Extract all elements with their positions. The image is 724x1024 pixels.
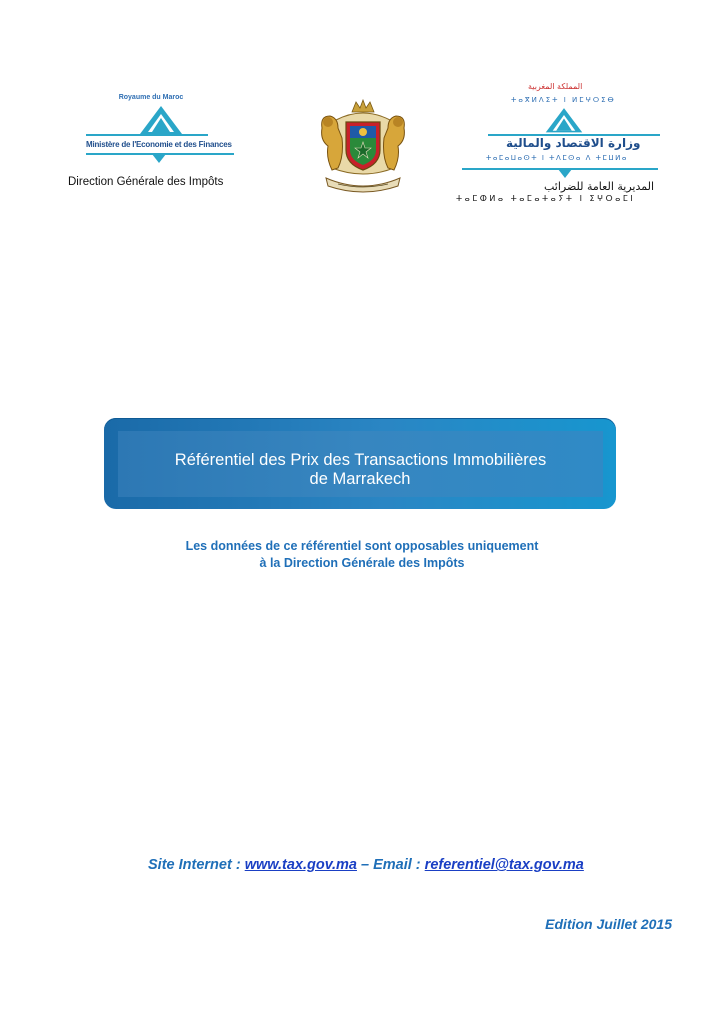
legal-notice-line: Les données de ce référentiel sont opposables uniquement — [185, 539, 539, 553]
logo-tifinagh-kingdom: ⵜⴰⴳⵍⴷⵉⵜ ⵏ ⵍⵎⵖⵔⵉⴱ — [511, 96, 616, 104]
ministry-logo-arabic — [456, 78, 671, 208]
royal-coat-of-arms-icon — [316, 98, 410, 196]
page-title: Référentiel des Prix des Transactions Immobilières — [174, 451, 547, 469]
site-label: Site Internet : — [148, 857, 245, 873]
website-link[interactable]: www.tax.gov.ma — [244, 857, 357, 873]
logo-rule — [86, 134, 208, 136]
logo-arabic-dgi: المديرية العامة للضرائب — [544, 180, 654, 193]
logo-kingdom-label: Royaume du Maroc — [118, 94, 184, 101]
ministry-chevron-icon — [558, 169, 572, 179]
logo-dgi-name: Direction Générale des Impôts — [68, 176, 224, 188]
logo-tifinagh-ministry: ⵜⴰⵎⴰⵡⴰⵙⵜ ⵏ ⵜⴷⵎⵙⴰ ⴷ ⵜⵎⵡⵍⴰ — [486, 154, 628, 162]
edition-date: Edition Juillet 2015 — [545, 916, 672, 932]
ministry-logo — [66, 90, 256, 200]
email-link[interactable]: referentiel@tax.gov.ma — [424, 857, 584, 873]
logo-ministry-name: Ministère de l'Economie et des Finances — [86, 140, 232, 149]
title-banner — [104, 418, 616, 509]
legal-notice-line: à la Direction Générale des Impôts — [259, 556, 465, 570]
page-subtitle: de Marrakech — [309, 470, 411, 488]
logo-arabic-kingdom: المملكة المغربية — [528, 82, 583, 91]
ministry-chevron-icon — [152, 154, 166, 164]
logo-arabic-ministry: وزارة الاقتصاد والمالية — [506, 136, 641, 150]
legal-notice — [0, 538, 724, 572]
logo-tifinagh-dgi: ⵜⴰⵎⵀⵍⴰ ⵜⴰⵎⴰⵜⴰⵢⵜ ⵏ ⵉⵖⵔⴰⵎⵏ — [456, 194, 636, 203]
email-label: – Email : — [356, 857, 425, 873]
contact-line — [148, 857, 584, 873]
